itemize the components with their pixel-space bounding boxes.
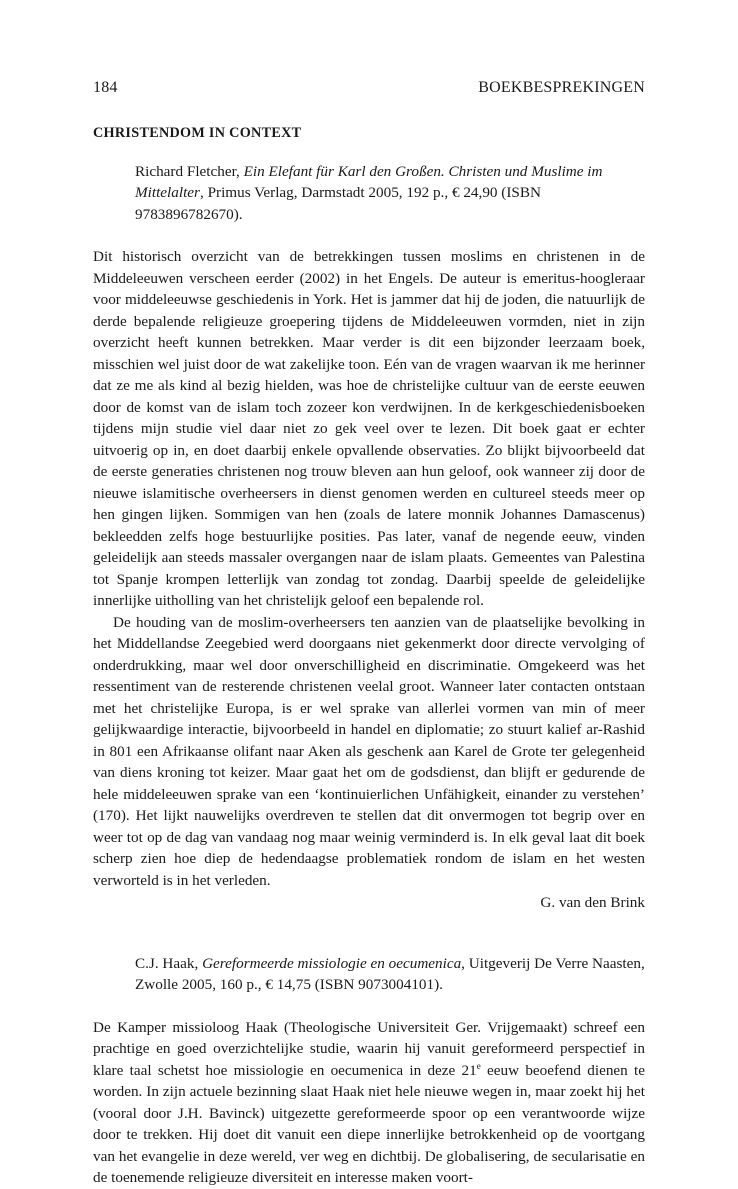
running-header bbox=[93, 78, 645, 98]
review-paragraph-3: De Kamper missioloog Haak (Theologische Universiteit Ger. Vrijgemaakt) schreef een prachtige en goed overzichtelijke studie, waarin hij vanuit gereformeerd perspectief in klare taal schetst hoe missiologie en oecumenica in deze 21e eeuw beoefend dienen te worden. In zijn actuele bezinning slaat Haak niet hele nieuwe wegen in, maar zoekt hij het (vooral door J.H. Bavinck) uitgezette gereformeerde spoor op een verantwoorde wijze door te trekken. Hij doet dit vanuit een diepe innerlijke betrokkenheid op de voortgang van het evangelie in deze wereld, ver weg en dichtbij. De globalisering, de secularisatie en de toenemende religieuze diversiteit en interesse maken voort- bbox=[93, 1018, 645, 1186]
citation-details: , Primus Verlag, Darmstadt 2005, 192 p., € 24,90 (ISBN 9783896782670). bbox=[135, 184, 541, 223]
citation-author: Richard Fletcher, bbox=[135, 162, 244, 180]
section-title: CHRISTENDOM IN CONTEXT bbox=[93, 125, 302, 141]
running-title: BOEKBESPREKINGEN bbox=[478, 79, 645, 96]
page-number: 184 bbox=[93, 79, 118, 96]
document-page bbox=[93, 78, 645, 1189]
reviewer-signature: G. van den Brink bbox=[540, 894, 645, 911]
book-citation-1 bbox=[93, 161, 645, 226]
citation-details: , Uitgeverij De Verre Naasten, Zwolle 2005, 160 p., € 14,75 (ISBN 9073004101). bbox=[135, 954, 645, 993]
ordinal-superscript: e bbox=[476, 1060, 481, 1071]
review-paragraph-1: Dit historisch overzicht van de betrekkingen tussen moslims en christenen in de Middeleeuwen verscheen eerder (2002) in het Engels. De auteur is emeritus-hoogleraar voor middeleeuwse geschiedenis in York. Het is jammer dat hij de joden, die natuurlijk de derde bepalende religieuze groepering tijdens de Middeleeuwen vormden, niet in zijn overzicht heeft kunnen betrekken. Maar verder is dit een bijzonder leerzaam boek, misschien wel juist door de wat zakelijke toon. Eén van de vragen waarvan ik me herinner dat ze me als kind al bezig hielden, was hoe de christelijke cultuur van de eerste eeuwen door de komst van de islam toch zozeer kon verdwijnen. In de kerkgeschiedenisboeken tijdens mijn studie viel daar niet zo gek veel over te lezen. Dit boek gaat er echter uitvoerig op in, en doet daarbij enkele opvallende observaties. Zo blijkt bijvoorbeeld dat de eerste generaties christenen nog trouw bleven aan hun geloof, ook wanneer zij door de nieuwe islamitische overheersers in dienst genomen werden en cultureel steeds meer op hen gingen lijken. Sommigen van hen (zoals de latere monnik Johannes Damascenus) bekleedden zelfs hoge bestuurlijke posities. Pas later, vanaf de negende eeuw, vinden geleidelijk aan steeds massaler overgangen naar de islam plaats. Gemeentes van Palestina tot Spanje krompen letterlijk van zondag tot zondag. Daarbij speelde de geleidelijke innerlijke uitholling van het christelijk geloof een bepalende rol. bbox=[93, 248, 645, 609]
review-paragraph-2: De houding van de moslim-overheersers ten aanzien van de plaatselijke bevolking in het Middellandse Zeegebied werd doorgaans niet gekenmerkt door directe vervolging of onderdrukking, maar wel door onverschilligheid en discriminatie. Omgekeerd was het ressentiment van de resterende christenen veelal groot. Wanneer later contacten ontstaan met het christelijke Europa, is er wel sprake van allerlei vormen van min of meer gelijkwaardige interactie, bijvoorbeeld in handel en diplomatie; zo stuurt kalief ar-Rashid in 801 een Afrikaanse olifant naar Aken als geschenk aan Karel de Grote ter gelegenheid van diens kroning tot keizer. Maar gaat het om de godsdienst, dan blijft er gedurende de hele middeleeuwen sprake van een ‘kontinuierlichen Unfähigkeit, einander zu verstehen’ (170). Het lijkt nauwelijks overdreven te stellen dat dit onvermogen tot begrip over en weer tot op de dag van vandaag nog maar weinig verminderd is. In elk geval laat dit boek scherp zien hoe diep de hedendaagse problematiek rondom de islam en het westen verworteld is in het verleden. bbox=[93, 613, 645, 889]
citation-title: Ein Elefant für Karl den Großen. Christen und Muslime im Mittelalter bbox=[135, 162, 603, 201]
book-citation-2 bbox=[93, 953, 645, 996]
citation-title: Gereformeerde missiologie en oecumenica bbox=[202, 954, 462, 972]
citation-author: C.J. Haak, bbox=[135, 954, 203, 972]
